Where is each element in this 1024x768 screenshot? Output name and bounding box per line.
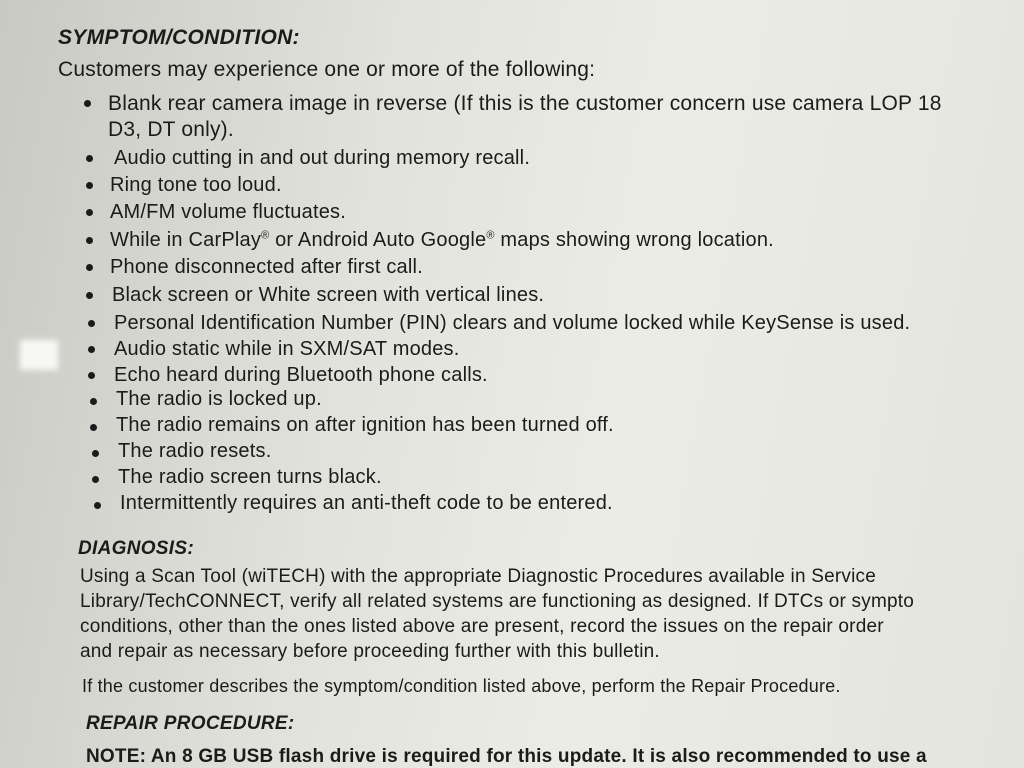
symptom-bullet-8: Personal Identification Number (PIN) clears and volume locked while KeySense is used. <box>114 312 911 334</box>
symptom-bullet-9: Audio static while in SXM/SAT modes. <box>114 338 460 360</box>
bullet-dot <box>86 182 93 189</box>
symptom-bullet-13: The radio resets. <box>118 440 272 462</box>
bullet-dot <box>88 346 95 353</box>
bullet-dot <box>92 476 99 483</box>
symptom-bullet-5: While in CarPlay® or Android Auto Google® maps showing wrong location. <box>110 229 774 251</box>
repair-note: NOTE: An 8 GB USB flash drive is required for this update. It is also recommended to use a <box>86 746 927 767</box>
symptom-intro: Customers may experience one or more of the following: <box>58 58 596 81</box>
symptom-bullet-1: Blank rear camera image in reverse (If this is the customer concern use camera LOP 18 <box>108 92 942 115</box>
diagnosis-line-4: and repair as necessary before proceeding further with this bulletin. <box>80 641 660 662</box>
symptom-bullet-7: Black screen or White screen with vertical lines. <box>112 284 545 306</box>
bullet-dot <box>88 320 95 327</box>
diagnosis-heading: DIAGNOSIS: <box>78 538 194 559</box>
bullet-dot <box>84 100 91 107</box>
bullet-dot <box>86 209 93 216</box>
symptom-bullet-6: Phone disconnected after first call. <box>110 256 423 278</box>
symptom-bullet-14: The radio screen turns black. <box>118 466 382 488</box>
symptom-bullet-15: Intermittently requires an anti-theft code to be entered. <box>120 492 613 514</box>
symptom-bullet-3: Ring tone too loud. <box>110 174 282 196</box>
bullet-dot <box>86 264 93 271</box>
diagnosis-line-2: Library/TechCONNECT, verify all related systems are functioning as designed. If DTCs or sympto <box>80 591 914 612</box>
symptom-bullet-4: AM/FM volume fluctuates. <box>110 201 346 223</box>
bullet-dot <box>86 292 93 299</box>
symptom-bullet-12: The radio remains on after ignition has been turned off. <box>116 414 614 436</box>
bullet-dot <box>88 372 95 379</box>
diagnosis-line-3: conditions, other than the ones listed above are present, record the issues on the repair order <box>80 616 884 637</box>
bullet-dot <box>86 237 93 244</box>
symptom-heading: SYMPTOM/CONDITION: <box>58 26 300 49</box>
bullet-dot <box>86 155 93 162</box>
screen-glare <box>20 340 58 370</box>
symptom-bullet-2: Audio cutting in and out during memory recall. <box>114 147 531 169</box>
symptom-bullet-1-continued: D3, DT only). <box>108 118 234 141</box>
symptom-bullet-11: The radio is locked up. <box>116 388 322 410</box>
bullet-dot <box>90 398 97 405</box>
repair-heading: REPAIR PROCEDURE: <box>86 713 295 734</box>
bullet-dot <box>90 424 97 431</box>
symptom-bullet-10: Echo heard during Bluetooth phone calls. <box>114 364 488 386</box>
diagnosis-followup: If the customer describes the symptom/condition listed above, perform the Repair Procedure. <box>82 676 841 696</box>
bullet-dot <box>94 502 101 509</box>
bullet-dot <box>92 450 99 457</box>
diagnosis-line-1: Using a Scan Tool (wiTECH) with the appropriate Diagnostic Procedures available in Service <box>80 566 876 587</box>
